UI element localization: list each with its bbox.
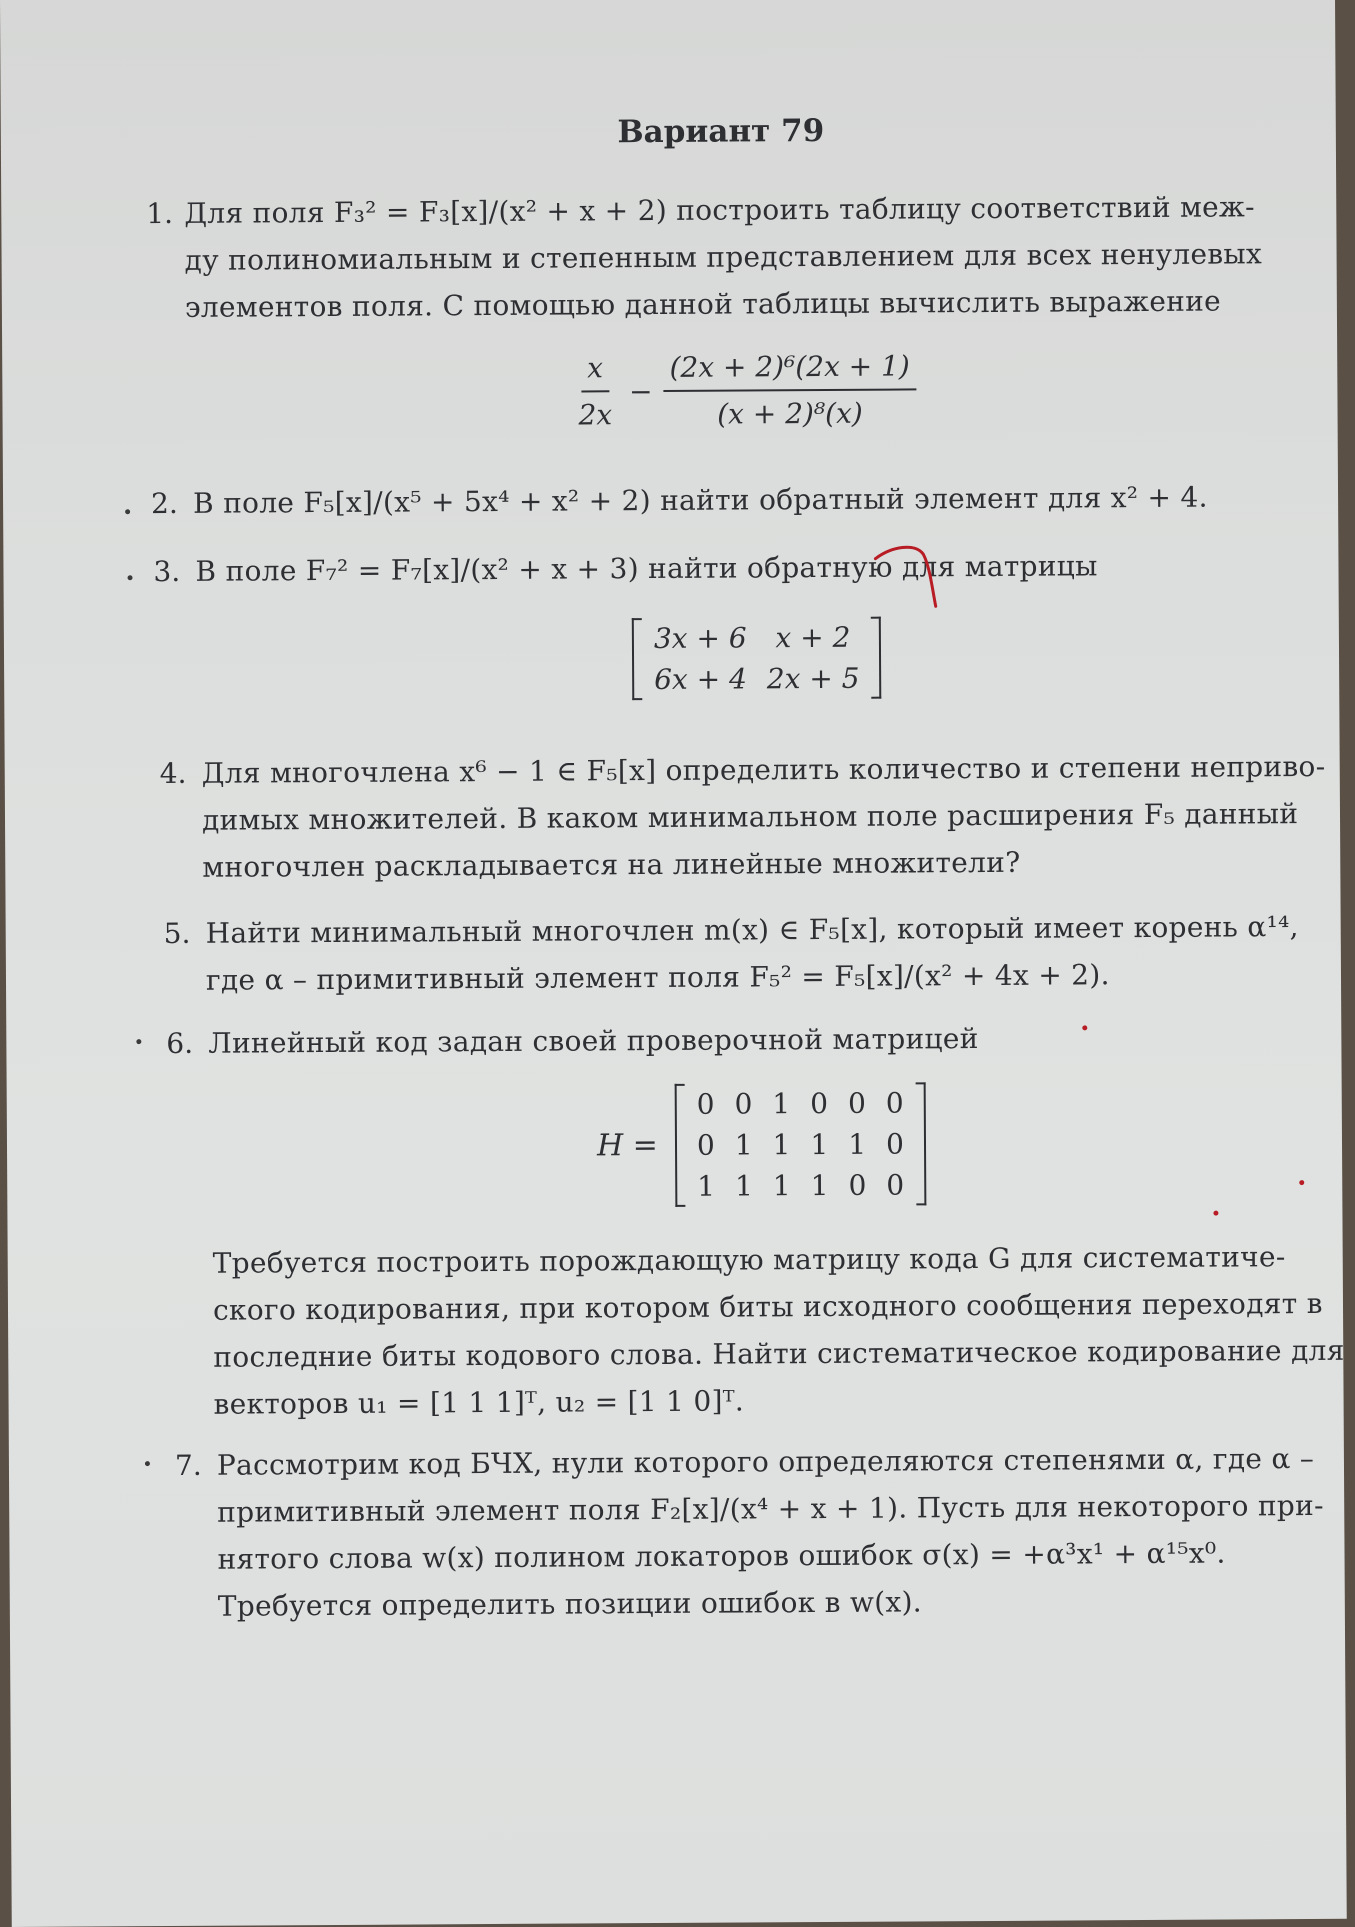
problem-6-line-3: ского кодирования, при котором биты исходного сообщения переходят в	[212, 1286, 1323, 1327]
matrix-cell: 3x + 6	[653, 621, 747, 656]
problem-4-line-2: димых множителей. В каком минимальном поле расширения F₅ данный	[201, 797, 1299, 837]
matrix-cell: 0	[885, 1086, 904, 1120]
matrix-cell: 1	[848, 1127, 867, 1161]
problem-2-line-1: В поле F₅[x]/(x⁵ + 5x⁴ + x² + 2) найти обратный элемент для x² + 4.	[192, 480, 1208, 520]
problem-1-formula	[572, 349, 916, 431]
problem-7-line-3: нятого слова w(x) полином локаторов ошибок σ(x) = +α³x¹ + α¹⁵x⁰.	[217, 1536, 1226, 1576]
matrix-cell: 6x + 4	[654, 662, 747, 697]
problem-6-line-5: векторов u₁ = [1 1 1]ᵀ, u₂ = [1 1 0]ᵀ.	[213, 1384, 745, 1421]
problem-6-line-1: Линейный код задан своей проверочной матрицей	[208, 1022, 979, 1060]
matrix-cell: 1	[772, 1087, 791, 1121]
margin-dot	[125, 509, 130, 514]
problem-3-number: 3.	[153, 554, 181, 589]
problem-2-number: 2.	[150, 486, 178, 521]
fraction-1-numerator: x	[581, 351, 609, 392]
matrix-cell: x + 2	[775, 620, 851, 655]
problem-1-line-2: ду полиномиальным и степенным представлением для всех ненулевых	[184, 237, 1263, 277]
matrix-cell: 0	[734, 1087, 753, 1121]
problem-1-line-1: Для поля F₃² = F₃[x]/(x² + x + 2) построить таблицу соответствий меж-	[184, 190, 1255, 230]
fraction-2-numerator: (2x + 2)⁶(2x + 1)	[663, 349, 916, 392]
problem-4-number: 4.	[159, 756, 187, 791]
margin-dot	[128, 575, 133, 580]
matrix-cell: 1	[697, 1169, 716, 1203]
fraction-1	[572, 351, 618, 431]
problem-6-number: 6.	[166, 1026, 194, 1061]
problem-5-line-2: где α – примитивный элемент поля F₅² = F₅[x]/(x² + 4x + 2).	[205, 958, 1110, 997]
red-pen-dot	[1213, 1211, 1218, 1216]
matrix-cell: 0	[885, 1127, 905, 1161]
matrix-cell: 1	[810, 1127, 829, 1162]
problem-7-line-4: Требуется определить позиции ошибок в w(x).	[217, 1585, 923, 1623]
page-title: Вариант 79	[617, 112, 825, 151]
problem-3-matrix	[632, 617, 882, 701]
fraction-1-denominator: 2x	[578, 398, 613, 432]
formula-minus: −	[629, 374, 653, 408]
matrix-cell: 1	[772, 1169, 791, 1203]
problem-7-line-1: Рассмотрим код БЧХ, нули которого определяются степенями α, где α –	[216, 1442, 1315, 1482]
margin-dot	[136, 1039, 141, 1044]
problem-4-line-3: многочлен раскладывается на линейные множители?	[202, 845, 1021, 884]
matrix-cell: 1	[734, 1169, 753, 1203]
matrix-cell: 1	[810, 1168, 829, 1203]
matrix-cell: 1	[734, 1128, 753, 1162]
problem-5-line-1: Найти минимальный многочлен m(x) ∈ F₅[x], который имеет корень α¹⁴,	[205, 910, 1299, 950]
problem-6-line-4: последние биты кодового слова. Найти систематическое кодирование для	[213, 1333, 1345, 1374]
matrix-cell: 0	[696, 1128, 715, 1162]
matrix-cell: 0	[847, 1086, 866, 1120]
problem-6-matrix	[597, 1082, 927, 1207]
problem-7-number: 7.	[174, 1448, 202, 1482]
matrix-cell: 0	[848, 1168, 867, 1202]
matrix-cell: 0	[886, 1168, 905, 1202]
fraction-2-denominator: (x + 2)⁸(x)	[717, 396, 863, 431]
problem-1-line-3: элементов поля. С помощью данной таблицы вычислить выражение	[184, 284, 1222, 324]
matrix-bracket	[632, 617, 882, 701]
matrix-cell: 2x + 5	[766, 661, 860, 696]
problem-4-line-1: Для многочлена x⁶ − 1 ∈ F₅[x] определить количество и степени неприво-	[201, 749, 1326, 790]
problem-6-line-2: Требуется построить порождающую матрицу кода G для систематиче-	[212, 1240, 1286, 1280]
matrix-cell: 0	[696, 1087, 715, 1121]
matrix-cell: 1	[772, 1128, 791, 1162]
problem-5-number: 5.	[163, 916, 191, 951]
matrix-label: H =	[596, 1128, 658, 1164]
red-pen-mark-icon	[871, 540, 941, 612]
matrix-cell: 0	[810, 1086, 829, 1121]
matrix-bracket	[675, 1082, 927, 1207]
red-pen-dot	[1082, 1025, 1087, 1030]
problem-3-line-1: В поле F₇² = F₇[x]/(x² + x + 3) найти обратную для матрицы	[195, 549, 1098, 588]
problem-1-number: 1.	[146, 196, 174, 231]
red-pen-dot	[1299, 1180, 1304, 1185]
problem-7-line-2: примитивный элемент поля F₂[x]/(x⁴ + x + 1). Пусть для некоторого при-	[217, 1488, 1324, 1529]
fraction-2	[663, 349, 916, 431]
margin-dot	[145, 1461, 150, 1466]
